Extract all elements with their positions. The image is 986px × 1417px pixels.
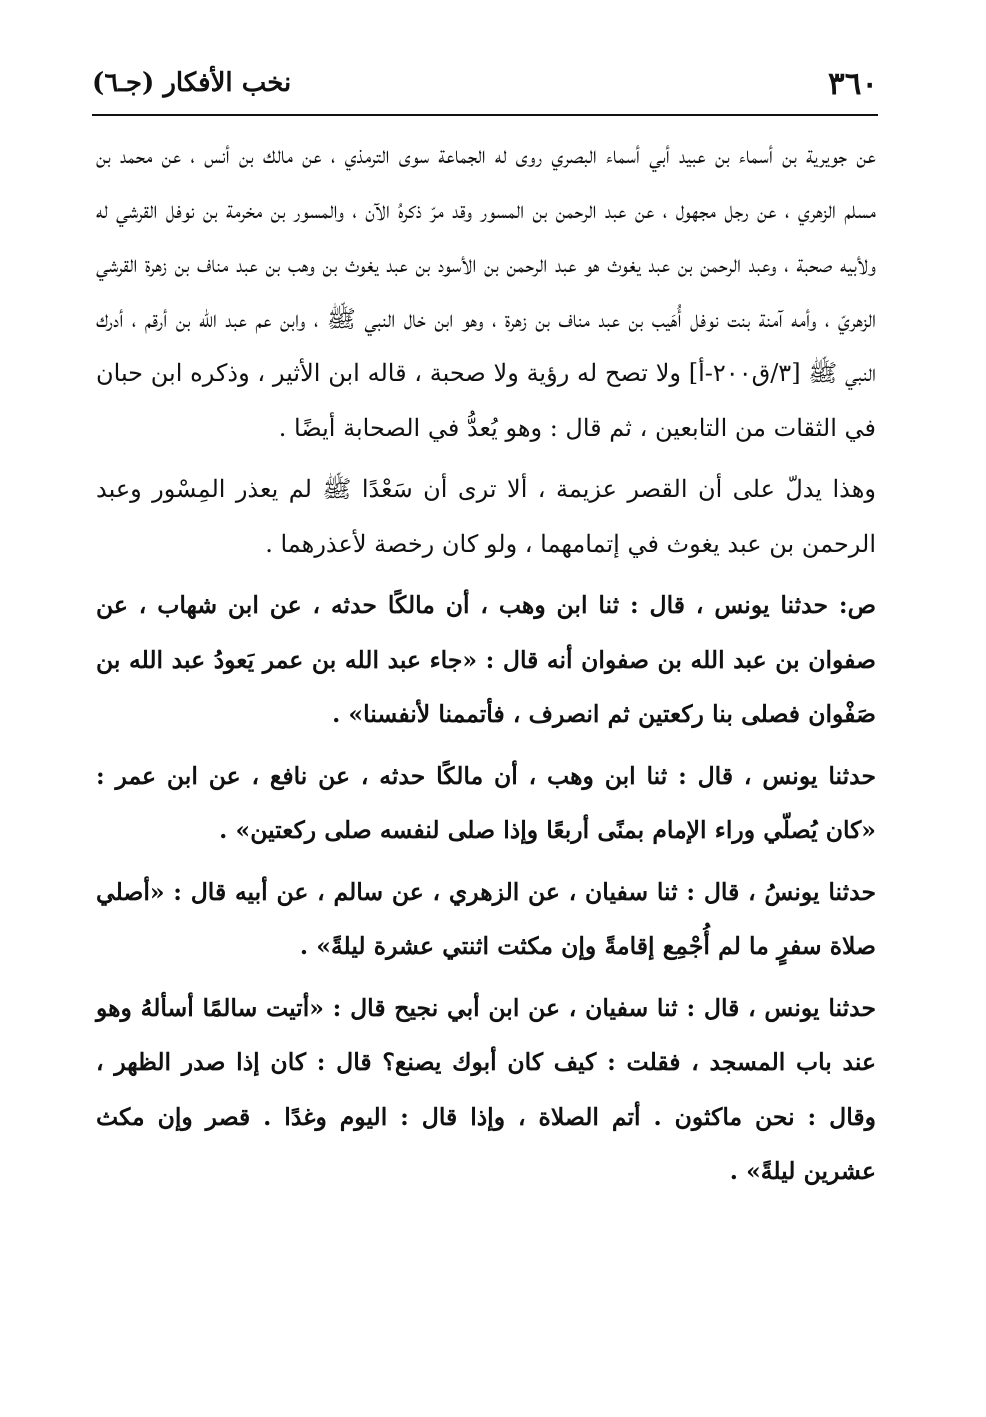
paragraph-hadith-2: حدثنا يونس ، قال : ثنا ابن وهب ، أن مالكًا حدثه ، عن نافع ، عن ابن عمر : «كان يُصلّي وراء الإمام بمنًى أربعًا وإذا صلى لنفسه صلى ركعتين» . — [96, 761, 876, 844]
page-body — [96, 128, 876, 1206]
page-number: ٣٦٠ — [828, 66, 878, 102]
page-header — [92, 60, 878, 110]
paragraph-hadith-4: حدثنا يونس ، قال : ثنا سفيان ، عن ابن أبي نجيح قال : «أتيت سالمًا أسألهُ وهو عند باب المسجد ، فقلت : كيف كان أبوك يصنع؟ قال : كان إذا صدر الظهر ، وقال : نحن ماكثون . أتم الصلاة ، وإذا قال : اليوم وغدًا . قصر وإن مكث عشرين ليلةً» . — [96, 993, 876, 1185]
header-rule — [92, 114, 878, 116]
paragraph-narrator-bio: عن جويرية بن أسماء بن عبيد أبي أسماء البصري روى له الجماعة سوى الترمذي ، عن مالك بن أنس ، عن محمد بن مسلم الزهري ، عن رجل مجهول ، عن عبد الرحمن بن المسور وقد مرّ ذكرهُ الآن ، والمسور بن مخرمة بن نوفل القرشي له ولأبيه صحبة ، وعبد الرحمن بن عبد يغوث هو عبد الرحمن بن الأسود بن عبد يغوث بن وهب بن عبد مناف بن زهرة القرشي الزهريّ ، وأمه آمنة بنت نوفل أُهَيب بن عبد مناف بن زهرة ، وهو ابن خال النبي ﷺ ، وابن عم عبد الله بن أرقم ، أدرك النبي ﷺ [٣/ق٢٠٠-أ] ولا تصح له رؤية ولا صحبة ، قاله ابن الأثير ، وذكره ابن حبان في الثقات من التابعين ، ثم قال : وهو يُعدُّ في الصحابة أيضًا . — [96, 141, 876, 442]
paragraph-hadith-1: ص: حدثنا يونس ، قال : ثنا ابن وهب ، أن مالكًا حدثه ، عن ابن شهاب ، عن صفوان بن عبد الله بن صفوان أنه قال : «جاء عبد الله بن عمر يَعودُ عبد الله بن صَفْوان فصلى بنا ركعتين ثم انصرف ، فأتممنا لأنفسنا» . — [96, 591, 876, 728]
running-title: نخب الأفكار (جـ٦) — [92, 68, 292, 98]
paragraph-commentary: وهذا يدلّ على أن القصر عزيمة ، ألا ترى أن سَعْدًا ﷺ لم يعذر المِسْور وعبد الرحمن بن عبد يغوث في إتمامهما ، ولو كان رخصة لأعذرهما . — [96, 475, 876, 558]
paragraph-hadith-3: حدثنا يونسُ ، قال : ثنا سفيان ، عن الزهري ، عن سالم ، عن أبيه قال : «أصلي صلاة سفرٍ ما لم أُجْمِع إقامةً وإن مكثت اثنتي عشرة ليلةً» . — [96, 877, 876, 960]
